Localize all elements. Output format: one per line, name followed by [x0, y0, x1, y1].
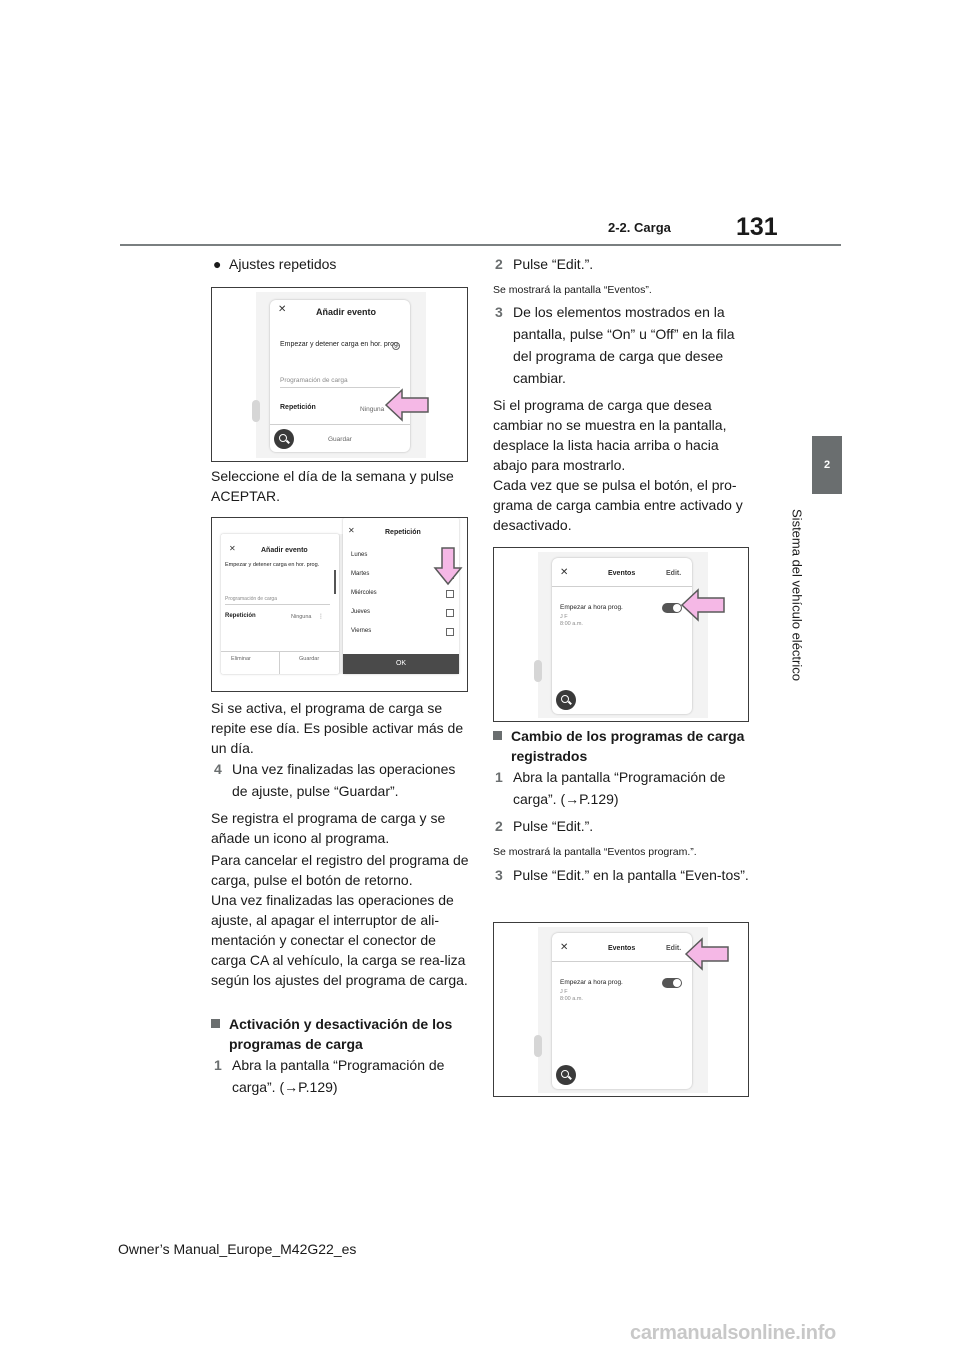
scrollbar[interactable]	[334, 570, 336, 594]
bullet-icon: ●	[213, 256, 222, 272]
event-title: Empezar a hora prog.	[560, 604, 623, 611]
dialog-title: Eventos	[608, 570, 636, 577]
search-icon[interactable]	[556, 1065, 576, 1085]
screen-background	[538, 552, 708, 718]
screen-edge-bump	[252, 400, 260, 422]
dialog-title: Añadir evento	[316, 307, 377, 317]
screen-edge-bump	[534, 660, 542, 682]
repeat-value[interactable]: Ninguna	[291, 614, 312, 620]
event-toggle[interactable]	[662, 603, 682, 613]
dialog-title: Añadir evento	[261, 547, 308, 554]
day-option-thursday[interactable]: Jueves	[351, 609, 371, 615]
page-number: 131	[736, 213, 778, 241]
radio-icon[interactable]	[392, 342, 400, 350]
close-icon[interactable]: ✕	[229, 544, 236, 553]
step-number: 4	[214, 761, 222, 777]
event-time: 8:00 a.m.	[560, 996, 583, 1002]
edit-button[interactable]: Edit.	[666, 570, 682, 577]
search-icon[interactable]	[556, 690, 576, 710]
repeat-dialog	[343, 518, 459, 674]
ok-button[interactable]: OK	[343, 654, 459, 674]
schedule-option-label: Empezar y detener carga en hor. prog.	[225, 562, 320, 568]
more-icon[interactable]: ⋮	[318, 614, 324, 620]
dialog-title: Eventos	[608, 945, 636, 952]
search-icon[interactable]	[274, 429, 294, 449]
step-1: 1 Abra la pantalla “Programación de carga”. (→P.129)	[232, 1054, 468, 1098]
events-dialog	[552, 558, 692, 714]
header-rule	[120, 244, 841, 246]
step-number: 2	[495, 256, 503, 272]
figure-events-edit	[493, 922, 749, 1097]
dialog-title: Repetición	[385, 529, 421, 536]
step-number: 2	[495, 818, 503, 834]
bullet-item	[213, 254, 469, 274]
day-option-wednesday[interactable]: Miércoles	[351, 590, 377, 596]
event-days: J F	[560, 989, 568, 995]
event-days: J F	[560, 614, 568, 620]
screen-background	[538, 927, 708, 1093]
step-3: 3 De los elementos mostrados en la pantalla, pulse “On” u “Off” en la fila del programa de carga que desee cambiar.	[513, 301, 749, 389]
figure-add-event	[211, 287, 468, 462]
paragraph: Si el programa de carga que desea cambiar no se muestra en la pantalla, desplace la lista hacia arriba o hacia abajo para mostrarlo.	[493, 397, 727, 473]
section-title: 2-2. Carga	[608, 220, 671, 235]
close-icon[interactable]: ✕	[278, 304, 287, 315]
divider	[552, 586, 692, 587]
chapter-tab: 2	[812, 436, 842, 494]
save-button[interactable]: Guardar	[299, 656, 320, 662]
change-step-1: 1 Abra la pantalla “Programación de carga”. (→P.129)	[513, 766, 749, 810]
checkbox-friday[interactable]	[446, 628, 454, 636]
close-icon[interactable]: ✕	[560, 567, 569, 578]
close-icon[interactable]: ✕	[348, 526, 355, 535]
square-bullet-icon	[211, 1019, 220, 1028]
divider	[225, 604, 330, 605]
screen-edge-bump	[534, 1035, 542, 1057]
pointer-arrow-icon	[384, 388, 430, 422]
paragraph: Para cancelar el registro del programa de carga, pulse el botón de retorno.	[211, 852, 469, 888]
change-step-3: 3 Pulse “Edit.” en la pantalla “Even-tos”.	[513, 864, 749, 886]
close-icon[interactable]: ✕	[560, 942, 569, 953]
screen-background	[221, 526, 459, 674]
day-option-monday[interactable]: Lunes	[351, 552, 368, 558]
bullet-title: Ajustes repetidos	[229, 256, 337, 272]
divider	[552, 961, 692, 962]
square-bullet-icon	[493, 731, 502, 740]
paragraph: Seleccione el día de la semana y pulse ACEPTAR.	[211, 468, 454, 504]
delete-button[interactable]: Eliminar	[231, 656, 251, 662]
note: Se mostrará la pantalla “Eventos”.	[493, 284, 652, 296]
step-4: 4 Una vez finalizadas las operaciones de ajuste, pulse “Guardar”.	[232, 758, 468, 802]
footer-text: Owner’s Manual_Europe_M42G22_es	[118, 1241, 357, 1257]
divider	[280, 387, 400, 388]
divider	[221, 651, 339, 652]
pointer-arrow-icon	[433, 546, 463, 586]
change-step-2: 2 Pulse “Edit.”.	[495, 818, 594, 834]
schedule-option-label: Empezar y detener carga en hor. prog.	[280, 341, 400, 348]
step-number: 3	[495, 867, 503, 883]
paragraph: Si se activa, el programa de carga se repite ese día. Es posible activar más de un día.	[211, 700, 464, 756]
event-toggle[interactable]	[662, 978, 682, 988]
section-label: Programación de carga	[280, 377, 348, 384]
watermark: carmanualsonline.info	[630, 1322, 836, 1344]
day-option-tuesday[interactable]: Martes	[351, 571, 370, 577]
repeat-label: Repetición	[225, 613, 256, 619]
heading-activation: Activación y desactivación de los programas de carga	[229, 1014, 473, 1054]
figure-repeat-days	[211, 517, 468, 692]
events-dialog	[552, 933, 692, 1089]
step-number: 3	[495, 304, 503, 320]
chapter-label: Sistema del vehículo eléctrico	[789, 509, 805, 681]
step-number: 1	[214, 1057, 222, 1073]
add-event-dialog	[270, 300, 410, 452]
paragraph: Se registra el programa de carga y se añade un icono al programa.	[211, 810, 446, 846]
divider	[279, 652, 280, 674]
checkbox-wednesday[interactable]	[446, 590, 454, 598]
event-title: Empezar a hora prog.	[560, 979, 623, 986]
pointer-arrow-icon	[680, 588, 726, 622]
edit-button[interactable]: Edit.	[666, 945, 682, 952]
add-event-dialog	[221, 534, 339, 674]
divider	[270, 424, 410, 425]
day-option-friday[interactable]: Viernes	[351, 628, 372, 634]
step-2: 2 Pulse “Edit.”.	[495, 256, 594, 272]
section-label: Programación de carga	[225, 596, 277, 602]
paragraph: Cada vez que se pulsa el botón, el pro-grama de carga cambia entre activado y desactivado.	[493, 477, 743, 533]
save-button[interactable]: Guardar	[328, 436, 352, 443]
step-number: 1	[495, 769, 503, 785]
paragraph: Una vez finalizadas las operaciones de ajuste, al apagar el interruptor de ali-mentación y conectar el conector de carga CA al vehículo, la carga se rea-liza según los ajustes del programa de carga.	[211, 892, 468, 988]
repeat-value[interactable]: Ninguna	[360, 406, 385, 413]
note: Se mostrará la pantalla “Eventos program.”.	[493, 846, 697, 858]
pointer-arrow-icon	[684, 937, 730, 971]
repeat-label: Repetición	[280, 404, 316, 411]
figure-events	[493, 547, 749, 722]
heading-change: Cambio de los programas de carga registrados	[511, 726, 751, 766]
checkbox-thursday[interactable]	[446, 609, 454, 617]
screen-background	[256, 292, 426, 458]
event-time: 8:00 a.m.	[560, 621, 583, 627]
